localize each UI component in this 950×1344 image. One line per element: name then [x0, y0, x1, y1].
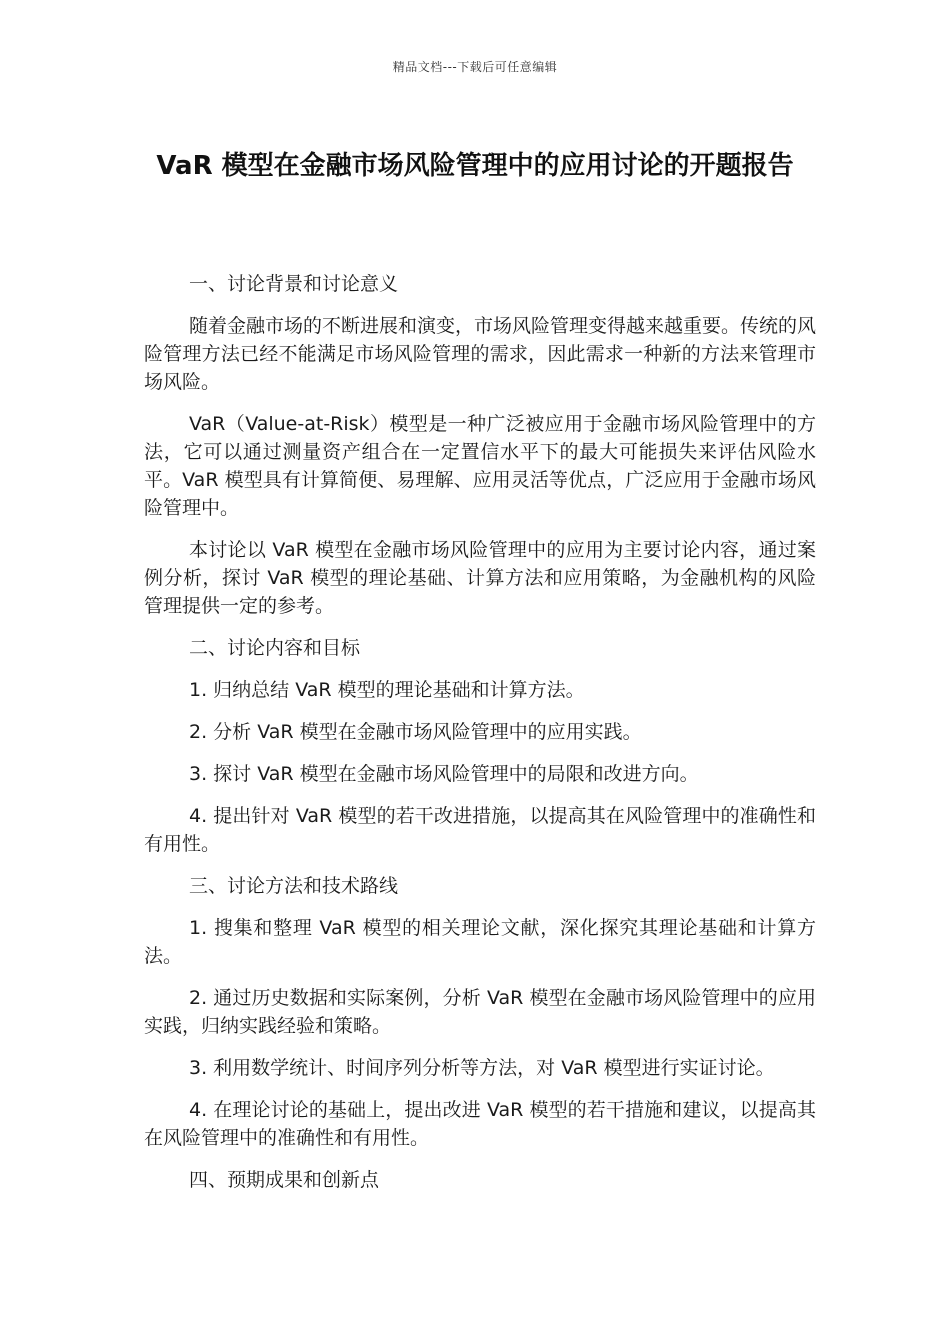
document-title: VaR 模型在金融市场风险管理中的应用讨论的开题报告	[156, 151, 794, 181]
list-item: 1. 归纳总结 VaR 模型的理论基础和计算方法。	[189, 679, 585, 701]
list-item: 4. 提出针对 VaR 模型的若干改进措施，以提高其在风险管理中的准确性和有用性。	[144, 805, 816, 855]
section-heading-1: 一、讨论背景和讨论意义	[189, 273, 399, 295]
section-heading-3: 三、讨论方法和技术路线	[189, 875, 399, 897]
section-heading-2: 二、讨论内容和目标	[189, 637, 361, 659]
list-item: 2. 分析 VaR 模型在金融市场风险管理中的应用实践。	[189, 721, 642, 743]
paragraph: 本讨论以 VaR 模型在金融市场风险管理中的应用为主要讨论内容，通过案例分析，探讨 VaR 模型的理论基础、计算方法和应用策略，为金融机构的风险管理提供一定的参考。	[144, 539, 816, 617]
list-item: 1. 搜集和整理 VaR 模型的相关理论文献，深化探究其理论基础和计算方法。	[144, 917, 816, 967]
list-item: 3. 利用数学统计、时间序列分析等方法，对 VaR 模型进行实证讨论。	[189, 1057, 775, 1079]
list-item: 3. 探讨 VaR 模型在金融市场风险管理中的局限和改进方向。	[189, 763, 699, 785]
list-item: 4. 在理论讨论的基础上，提出改进 VaR 模型的若干措施和建议，以提高其在风险管理中的准确性和有用性。	[144, 1099, 816, 1149]
section-heading-4: 四、预期成果和创新点	[189, 1169, 380, 1191]
list-item: 2. 通过历史数据和实际案例，分析 VaR 模型在金融市场风险管理中的应用实践，归纳实践经验和策略。	[144, 987, 816, 1037]
header-note: 精品文档---下载后可任意编辑	[392, 60, 558, 74]
paragraph: VaR（Value-at-Risk）模型是一种广泛被应用于金融市场风险管理中的方法，它可以通过测量资产组合在一定置信水平下的最大可能损失来评估风险水平。VaR 模型具有计算简便、易理解、应用灵活等优点，广泛应用于金融市场风险管理中。	[144, 413, 816, 519]
document-body	[144, 270, 816, 1208]
paragraph: 随着金融市场的不断进展和演变，市场风险管理变得越来越重要。传统的风险管理方法已经不能满足市场风险管理的需求，因此需求一种新的方法来管理市场风险。	[144, 315, 817, 393]
